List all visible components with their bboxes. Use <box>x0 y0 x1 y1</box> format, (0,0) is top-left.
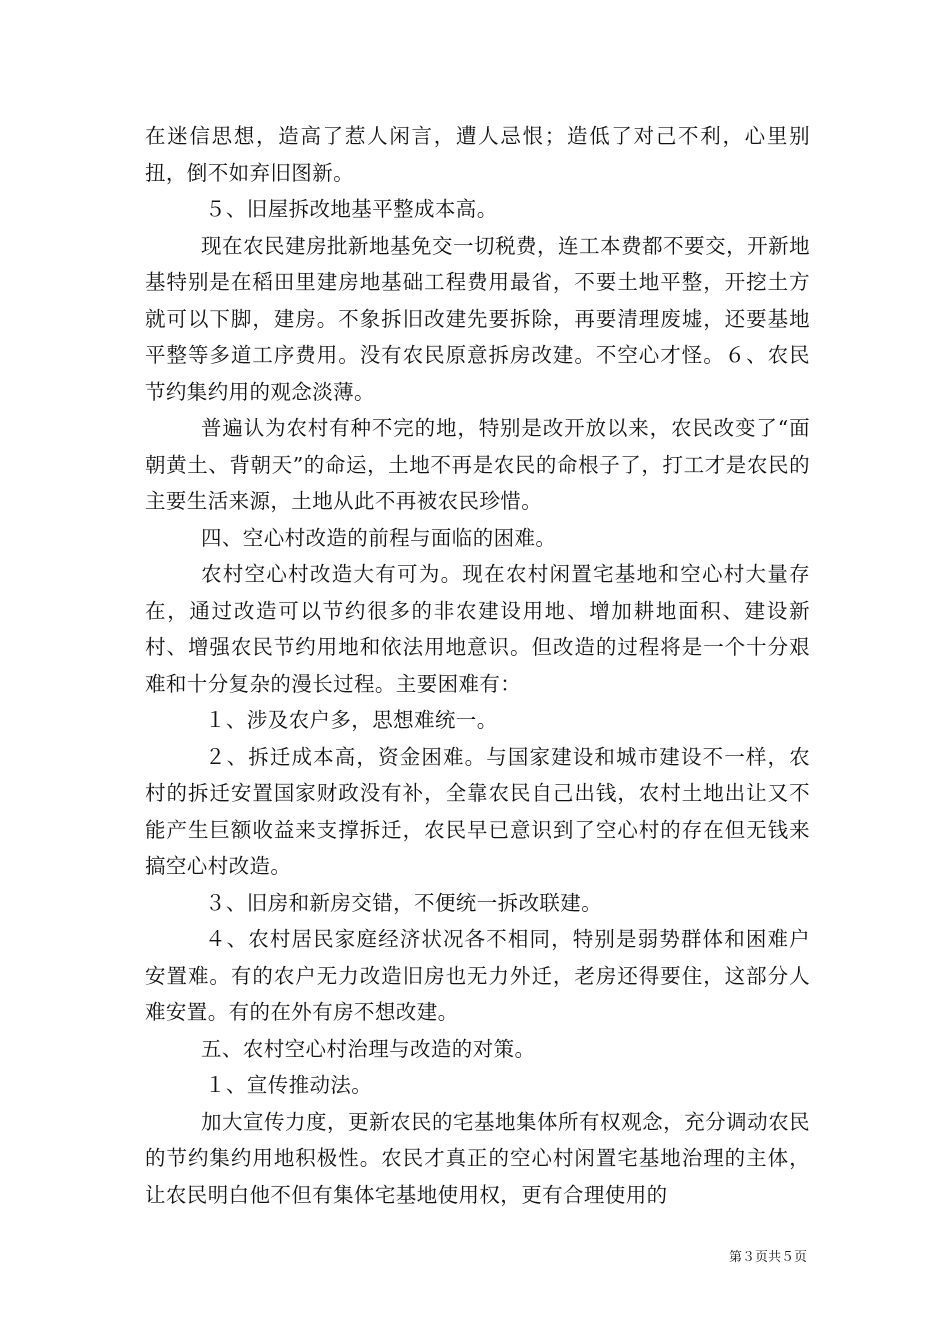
list-item: ３、旧房和新房交错，不便统一拆改联建。 <box>205 890 603 915</box>
list-item: ２、拆迁成本高，资金困难。与国家建设和城市建设不一样，农村的拆迁安置国家财政没有补，全靠农民自己出钱，农村土地出让又不能产生巨额收益来支撑拆迁，农民早已意识到了空心村的存在但无钱来搞空心村改造。 <box>145 744 810 878</box>
list-item: ４、农村居民家庭经济状况各不相同，特别是弱势群体和困难户安置难。有的农户无力改造旧房也无力外迁，老房还得要住，这部分人难安置。有的在外有房不想改建。 <box>145 927 810 1024</box>
paragraph: 现在农民建房批新地基免交一切税费，连工本费都不要交，开新地基特别是在稻田里建房地基础工程费用最省，不要土地平整，开挖土方就可以下脚，建房。不象拆旧改建先要拆除，再要清理废墟，还要基地平整等多道工序费用。没有农民原意拆房改建。不空心才怪。６、农民节约集约用的观念淡薄。 <box>145 233 810 404</box>
paragraph: 农村空心村改造大有可为。现在农村闲置宅基地和空心村大量存在，通过改造可以节约很多的非农建设用地、增加耕地面积、建设新村、增强农民节约用地和依法用地意识。但改造的过程将是一个十分艰难和十分复杂的漫长过程。主要困难有： <box>145 562 810 696</box>
paragraph: 普遍认为农村有种不完的地，特别是改开放以来，农民改变了“面朝黄土、背朝天”的命运，土地不再是农民的命根子了，打工才是农民的主要生活来源，土地从此不再被农民珍惜。 <box>145 416 810 513</box>
list-item: １、涉及农户多，思想难统一。 <box>205 708 498 732</box>
paragraph: 加大宣传力度，更新农民的宅基地集体所有权观念，充分调动农民的节约集约用地积极性。农民才真正的空心村闲置宅基地治理的主体，让农民明白他不但有集体宅基地使用权，更有合理使用的 <box>145 1109 810 1207</box>
section-heading: 四、空心村改造的前程与面临的困难。 <box>201 525 557 550</box>
paragraph: ５、旧屋拆改地基平整成本高。 <box>205 197 498 221</box>
list-item: １、宣传推动法。 <box>205 1073 373 1097</box>
page-number: 第３页共５页 <box>728 1250 807 1265</box>
paragraph: 在迷信思想，造高了惹人闲言，遭人忌恨；造低了对己不利，心里别扭，倒不如弃旧图新。 <box>145 124 810 185</box>
document-body <box>145 118 810 1213</box>
section-heading: 五、农村空心村治理与改造的对策。 <box>201 1036 536 1061</box>
